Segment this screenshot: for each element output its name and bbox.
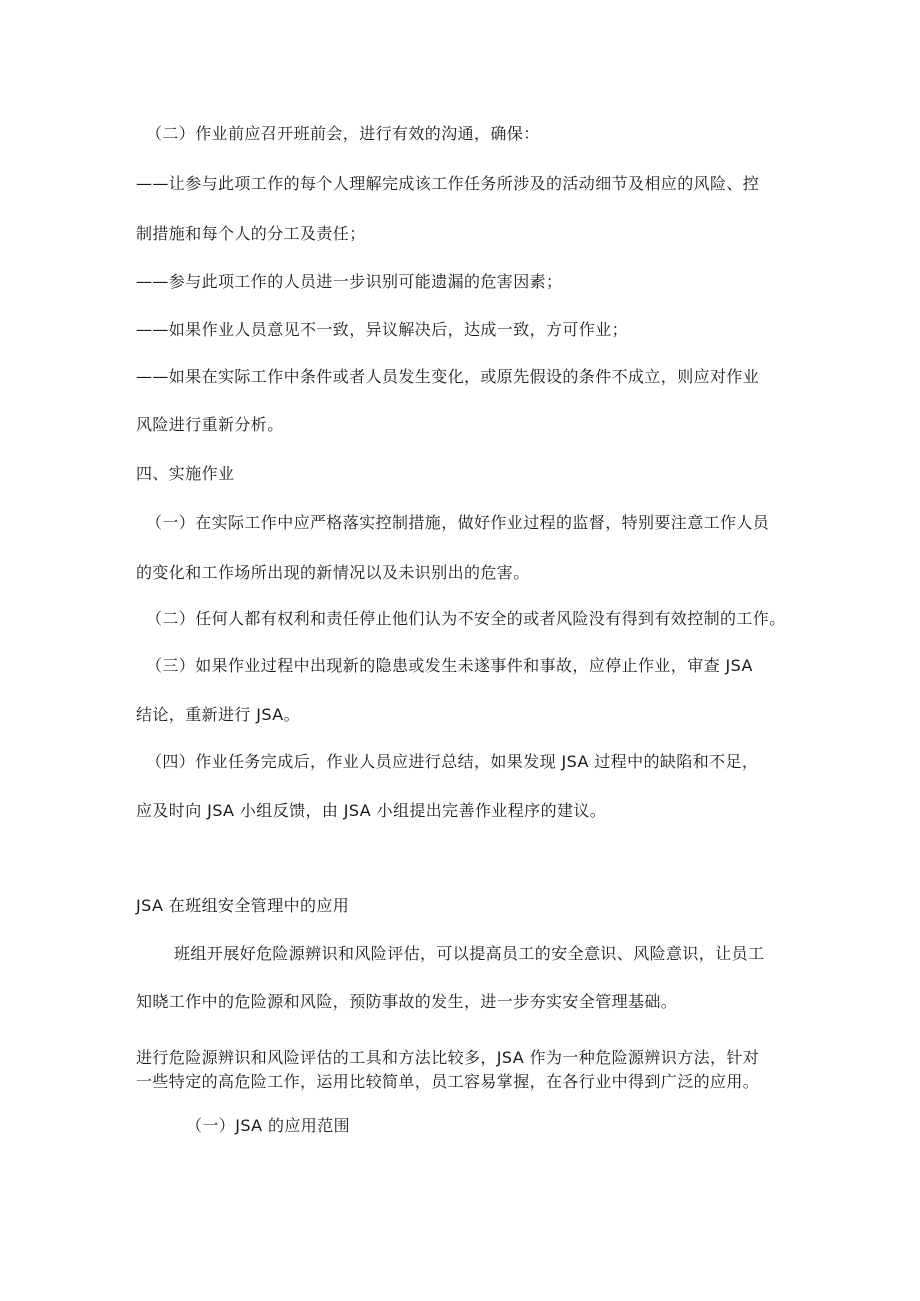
text-line: 进行危险源辨识和风险评估的工具和方法比较多，JSA 作为一种危险源辨识方法，针对 [136, 1048, 760, 1067]
text-line: （二）任何人都有权利和责任停止他们认为不安全的或者风险没有得到有效控制的工作。 [146, 609, 786, 628]
section-heading: JSA 在班组安全管理中的应用 [136, 896, 350, 915]
subsection-heading: （一）JSA 的应用范围 [186, 1116, 351, 1135]
text-line: 制措施和每个人的分工及责任； [136, 224, 366, 243]
text-line: ——参与此项工作的人员进一步识别可能遗漏的危害因素； [136, 272, 563, 291]
text-line: 结论，重新进行 JSA。 [136, 705, 301, 724]
text-line: （二）作业前应召开班前会，进行有效的沟通，确保： [146, 124, 540, 143]
text-line: ——如果作业人员意见不一致，异议解决后，达成一致，方可作业； [136, 320, 629, 339]
text-line: 的变化和工作场所出现的新情况以及未识别出的危害。 [136, 563, 530, 582]
text-line: 知晓工作中的危险源和风险，预防事故的发生，进一步夯实安全管理基础。 [136, 992, 678, 1011]
text-line: ——如果在实际工作中条件或者人员发生变化，或原先假设的条件不成立，则应对作业 [136, 367, 760, 386]
text-line: （四）作业任务完成后，作业人员应进行总结，如果发现 JSA 过程中的缺陷和不足， [146, 752, 759, 771]
section-heading: 四、实施作业 [136, 464, 235, 483]
text-line: （三）如果作业过程中出现新的隐患或发生未遂事件和事故，应停止作业，审查 JSA [146, 656, 753, 675]
text-line: ——让参与此项工作的每个人理解完成该工作任务所涉及的活动细节及相应的风险、控 [136, 174, 760, 193]
text-line: （一）在实际工作中应严格落实控制措施，做好作业过程的监督，特别要注意工作人员 [146, 513, 770, 532]
text-line: 一些特定的高危险工作，运用比较简单，员工容易掌握，在各行业中得到广泛的应用。 [136, 1072, 760, 1091]
text-line: 班组开展好危险源辨识和风险评估，可以提高员工的安全意识、风险意识，让员工 [174, 944, 765, 963]
text-line: 风险进行重新分析。 [136, 415, 284, 434]
text-line: 应及时向 JSA 小组反馈，由 JSA 小组提出完善作业程序的建议。 [136, 801, 607, 820]
